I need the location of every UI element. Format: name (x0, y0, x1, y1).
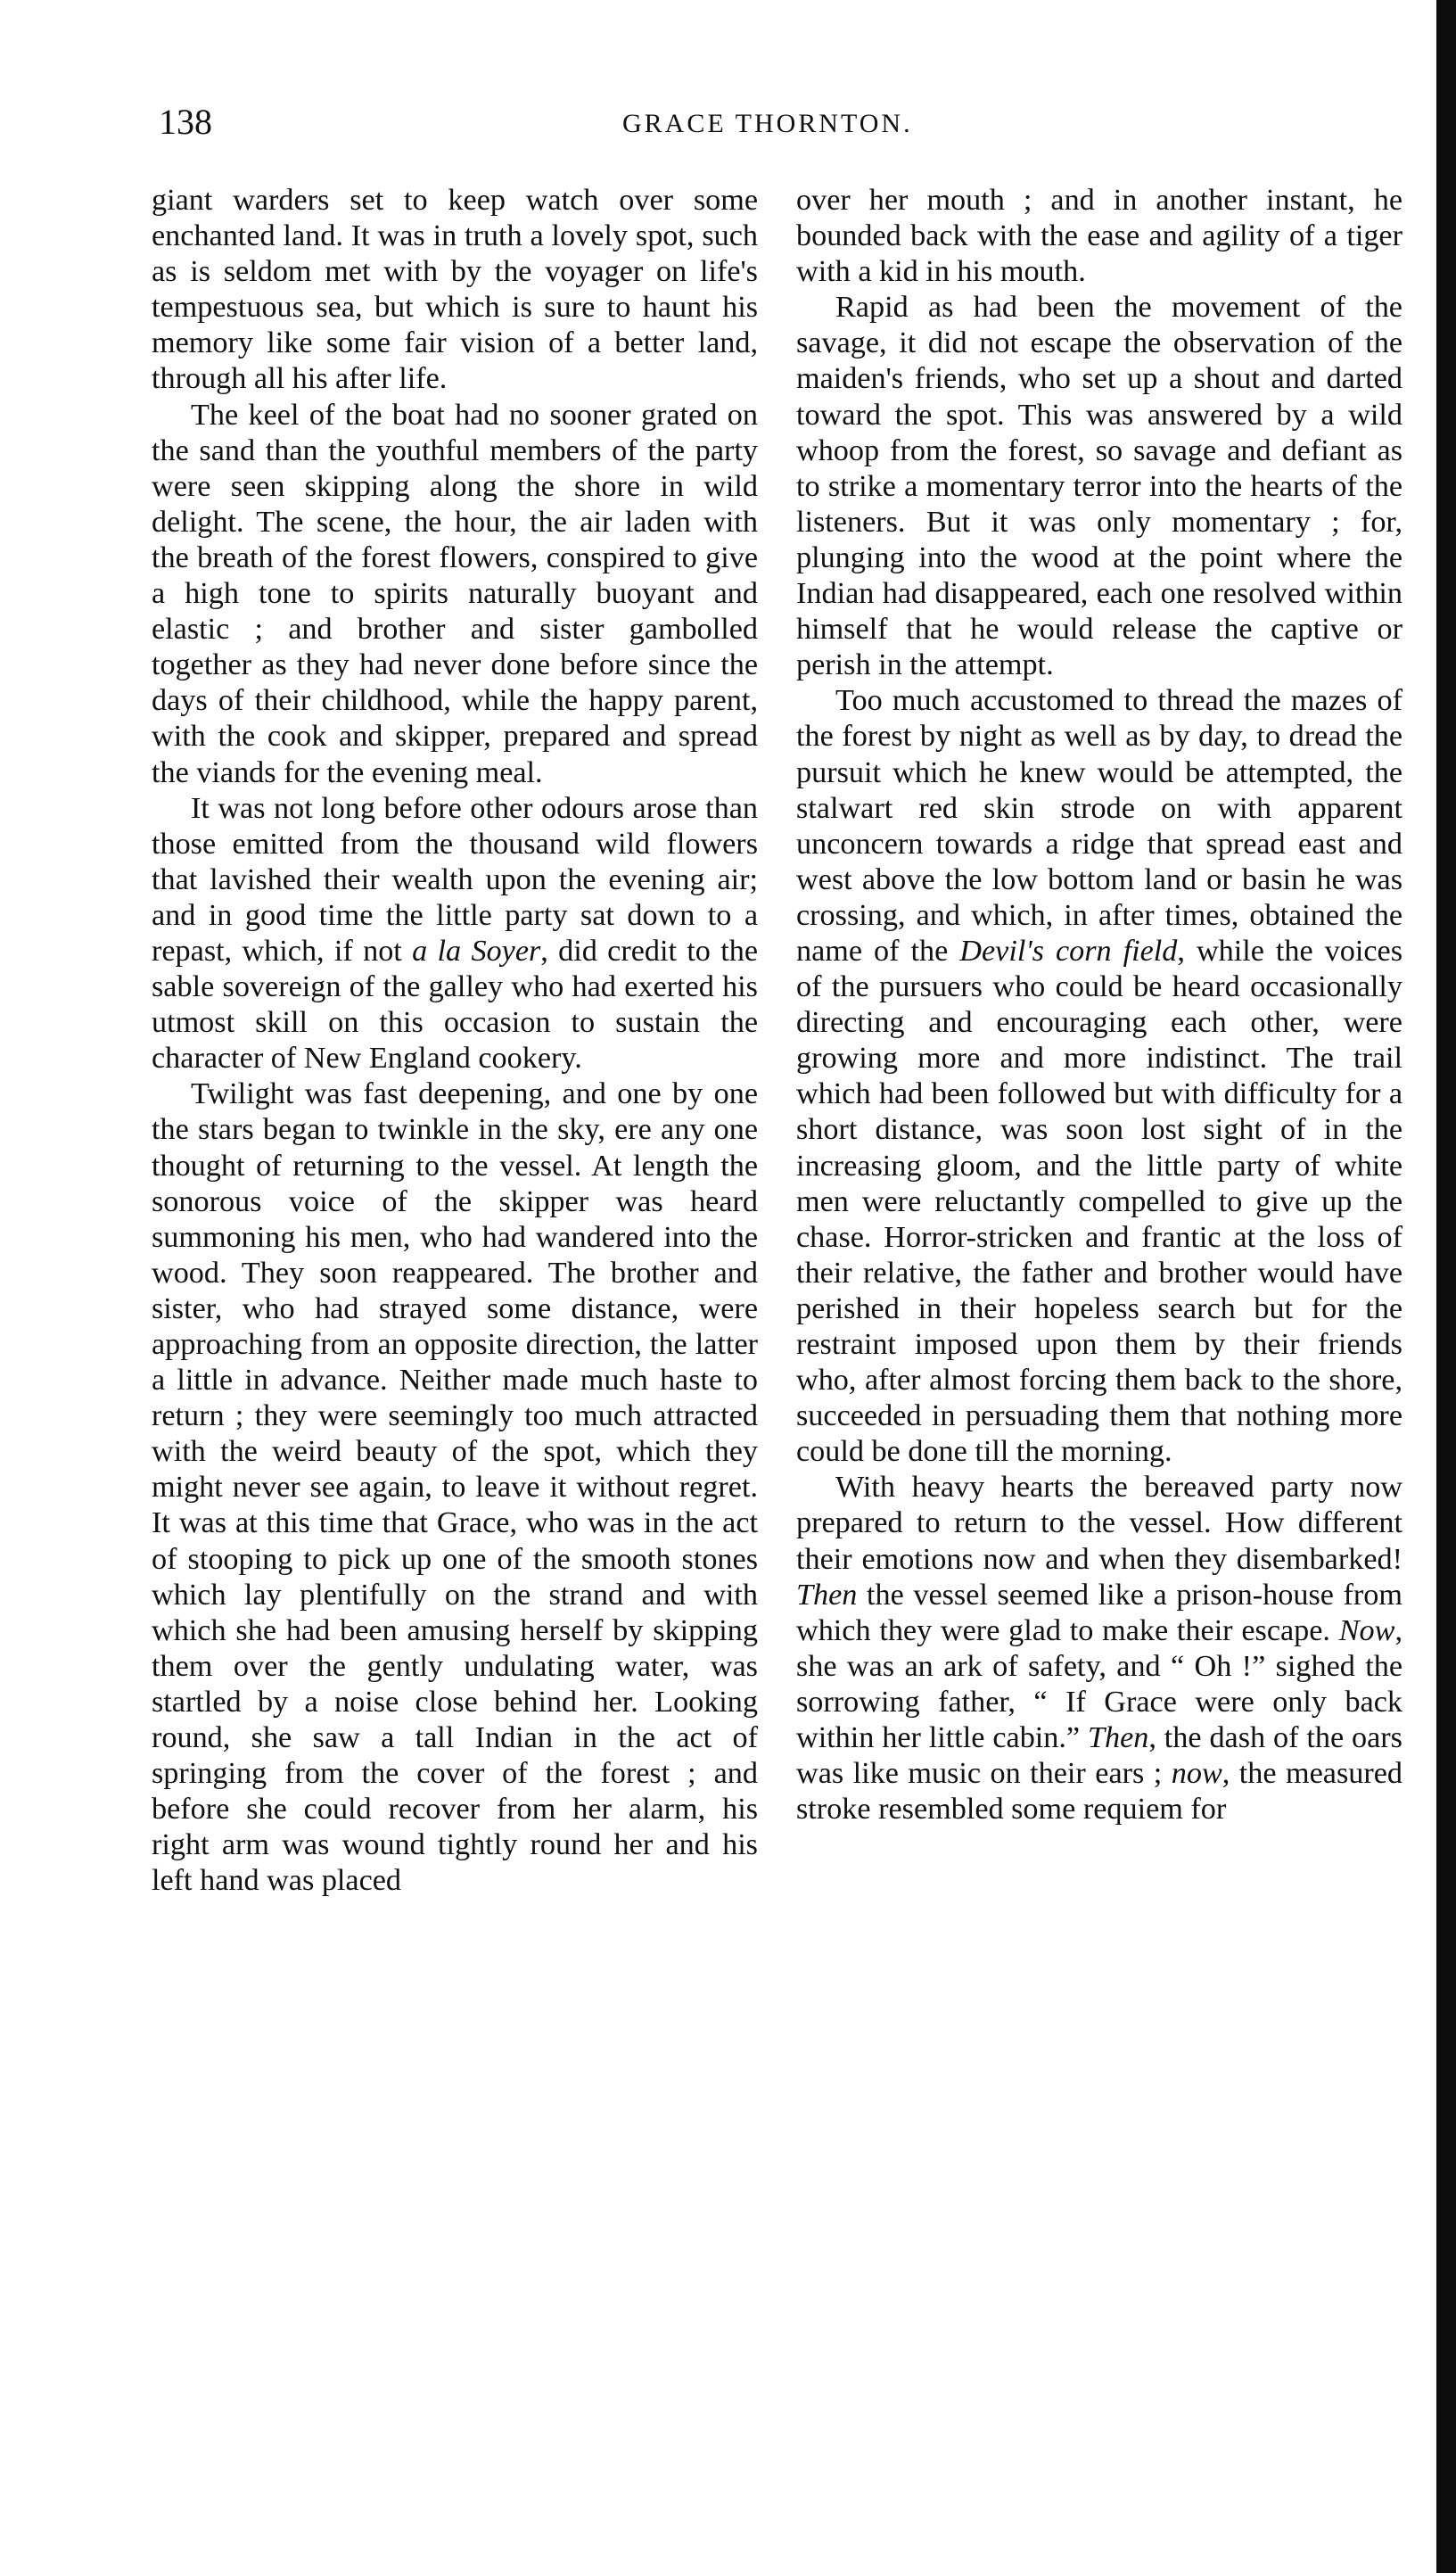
paragraph: The keel of the boat had no sooner grated on the sand than the youthful members of the party were seen skipping along the shore in wild delight. The scene, the hour, the air laden with the breath of the forest flowers, conspired to give a high tone to spirits naturally buoyant and elastic ; and brother and sister gambolled together as they had never done before since the days of their childhood, while the happy parent, with the cook and skipper, prepared and spread the viands for the evening meal. (152, 398, 758, 789)
page-number: 138 (159, 102, 212, 142)
paragraph: It was not long before other odours arose than those emitted from the thousand wild flowers that lavished their wealth upon the evening air; and in good time the little party sat down to a repast, which, if not a la Soyer, did credit to the sable sovereign of the galley who had exerted his utmost skill on this occasion to sustain the character of New England cookery. (152, 791, 758, 1076)
italic-word: now (1171, 1757, 1222, 1791)
italic-phrase: a la Soyer (412, 934, 541, 968)
page-header (159, 100, 1318, 153)
paragraph: Rapid as had been the movement of the savage, it did not escape the observation of the maiden's friends, who set up a shout and darted toward the spot. This was answered by a wild whoop from the forest, so savage and defiant as to strike a momentary terror into the hearts of the listeners. But it was only momentary ; for, plunging into the wood at the point where the Indian had disappeared, each one resolved within himself that he would release the captive or perish in the attempt. (796, 291, 1403, 682)
italic-word: Now (1338, 1613, 1395, 1647)
right-column (796, 183, 1403, 1827)
paragraph: With heavy hearts the bereaved party now prepared to return to the vessel. How different their emotions now and when they disembarked! Then the vessel seemed like a prison-house from which they were glad to make their escape. Now, she was an ark of safety, and “ Oh !” sighed the sorrowing father, “ If Grace were only back within her little cabin.” Then, the dash of the oars was like music on their ears ; now, the measured stroke resembled some requiem for (796, 1471, 1403, 1827)
italic-word: Then (1088, 1721, 1149, 1755)
running-title: GRACE THORNTON. (622, 109, 913, 138)
left-column (152, 183, 758, 1900)
italic-phrase: Devil's corn field (959, 934, 1178, 968)
italic-word: Then (796, 1578, 858, 1612)
paragraph: Twilight was fast deepening, and one by one the stars began to twinkle in the sky, ere any one thought of returning to the vessel. At length the sonorous voice of the skipper was heard summoning his men, who had wandered into the wood. They soon reappeared. The brother and sister, who had strayed some distance, were approaching from an opposite direction, the latter a little in advance. Neither made much haste to return ; they were seemingly too much attracted with the weird beauty of the spot, which they might never see again, to leave it without regret. It was at this time that Grace, who was in the act of stooping to pick up one of the smooth stones which lay plentifully on the strand and with which she had been amusing herself by skipping them over the gently undulating water, was startled by a noise close behind her. Looking round, she saw a tall Indian in the act of springing from the cover of the forest ; and before she could recover from her alarm, his right arm was wound tightly round her and his left hand was placed (152, 1077, 758, 1898)
paragraph: over her mouth ; and in another instant, he bounded back with the ease and agility of a tiger with a kid in his mouth. (796, 184, 1403, 289)
paragraph: Too much accustomed to thread the mazes of the forest by night as well as by day, to dread the pursuit which he knew would be attempted, the stalwart red skin strode on with apparent unconcern towards a ridge that spread east and west above the low bottom land or basin he was crossing, and which, in after times, obtained the name of the Devil's corn field, while the voices of the pursuers who could be heard occasionally directing and encouraging each other, were growing more and more indistinct. The trail which had been followed but with difficulty for a short distance, was soon lost sight of in the increasing gloom, and the little party of white men were reluctantly compelled to give up the chase. Horror-stricken and frantic at the loss of their relative, the father and brother would have perished in their hopeless search but for the restraint imposed upon them by their friends who, after almost forcing them back to the shore, succeeded in persuading them that nothing more could be done till the morning. (796, 684, 1403, 1469)
page-edge-shadow (1436, 0, 1456, 2573)
paragraph: giant warders set to keep watch over some enchanted land. It was in truth a lovely spot, such as is seldom met with by the voyager on life's tempestuous sea, but which is sure to haunt his memory like some fair vision of a better land, through all his after life. (152, 184, 758, 396)
